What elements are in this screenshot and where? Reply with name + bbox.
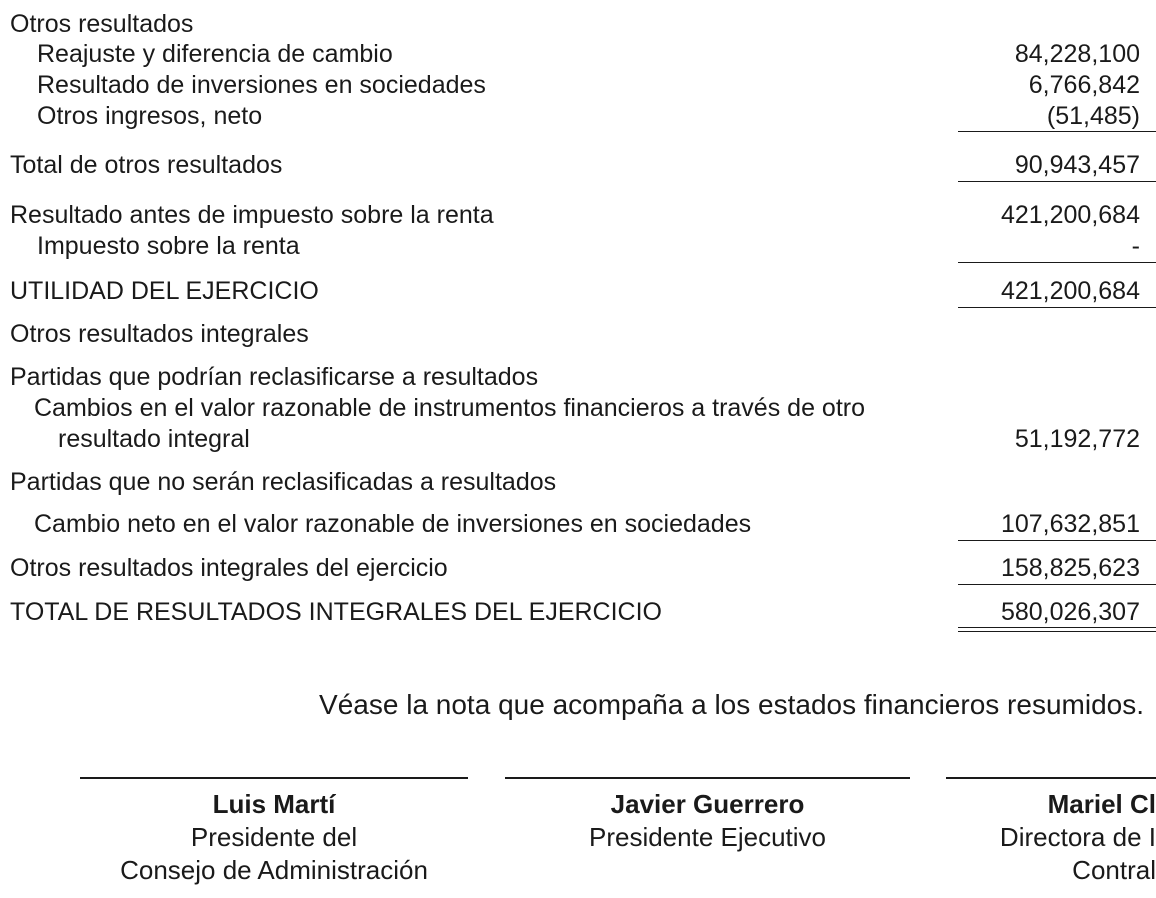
row-label-other-income: Otros ingresos, neto xyxy=(37,102,263,130)
signatory-title-line1: Presidente del xyxy=(190,822,358,852)
signatory-name: Mariel Cl xyxy=(1047,789,1156,819)
signature-line xyxy=(505,777,910,779)
fair-value-fi-label-line1: Cambios en el valor razonable de instrumentos financieros a través de otro xyxy=(34,394,865,422)
reclass-heading: Partidas que podrían reclasificarse a resultados xyxy=(10,363,539,391)
subtotal-rule xyxy=(958,540,1156,541)
fair-value-fi-label-line2: resultado integral xyxy=(58,425,250,453)
signatory-title-line2: Contral xyxy=(1072,855,1156,885)
subtotal-rule xyxy=(958,181,1156,182)
oci-total-value: 158,825,623 xyxy=(1000,554,1140,582)
grand-total-double-rule xyxy=(958,627,1156,632)
signatory-name: Luis Martí xyxy=(212,789,336,819)
row-label-investment-results: Resultado de inversiones en sociedades xyxy=(37,71,486,99)
signatory-title-line2: Consejo de Administración xyxy=(120,855,428,885)
oci-total-label: Otros resultados integrales del ejercicio xyxy=(10,554,448,582)
pretax-result-value: 421,200,684 xyxy=(1000,201,1140,229)
signatory-title-line1: Directora de I xyxy=(999,822,1156,852)
section-heading-other-results: Otros resultados xyxy=(10,10,194,38)
total-other-results-label: Total de otros resultados xyxy=(10,151,283,179)
subtotal-rule xyxy=(958,131,1156,132)
signature-block-director xyxy=(946,788,1156,887)
row-value-other-income: (51,485) xyxy=(1046,102,1140,130)
signature-line xyxy=(946,777,1156,779)
oci-heading: Otros resultados integrales xyxy=(10,320,309,348)
income-tax-value: - xyxy=(1131,232,1140,260)
signatory-name: Javier Guerrero xyxy=(610,789,805,819)
signature-line xyxy=(80,777,468,779)
total-comprehensive-value: 580,026,307 xyxy=(1000,598,1140,626)
subtotal-rule xyxy=(958,307,1156,308)
row-label-exchange-adjustment: Reajuste y diferencia de cambio xyxy=(37,40,393,68)
net-income-value: 421,200,684 xyxy=(1000,277,1140,305)
subtotal-rule xyxy=(958,262,1156,263)
income-tax-label: Impuesto sobre la renta xyxy=(37,232,300,260)
subtotal-rule xyxy=(958,584,1156,585)
row-value-investment-results: 6,766,842 xyxy=(1028,71,1140,99)
total-other-results-value: 90,943,457 xyxy=(1014,151,1140,179)
net-income-label: UTILIDAD DEL EJERCICIO xyxy=(10,277,319,305)
row-value-exchange-adjustment: 84,228,100 xyxy=(1014,40,1140,68)
financial-statements-note: Véase la nota que acompaña a los estados financieros resumidos. xyxy=(319,689,1144,720)
fair-value-inv-label: Cambio neto en el valor razonable de inversiones en sociedades xyxy=(34,510,752,538)
signature-block-president xyxy=(74,788,474,887)
pretax-result-label: Resultado antes de impuesto sobre la renta xyxy=(10,201,494,229)
signatory-title-line1: Presidente Ejecutivo xyxy=(588,822,827,852)
fair-value-inv-value: 107,632,851 xyxy=(1000,510,1140,538)
total-comprehensive-label: TOTAL DE RESULTADOS INTEGRALES DEL EJERCICIO xyxy=(10,598,662,626)
fair-value-fi-value: 51,192,772 xyxy=(1014,425,1140,453)
no-reclass-heading: Partidas que no serán reclasificadas a resultados xyxy=(10,468,557,496)
signature-block-executive-president xyxy=(505,788,910,854)
